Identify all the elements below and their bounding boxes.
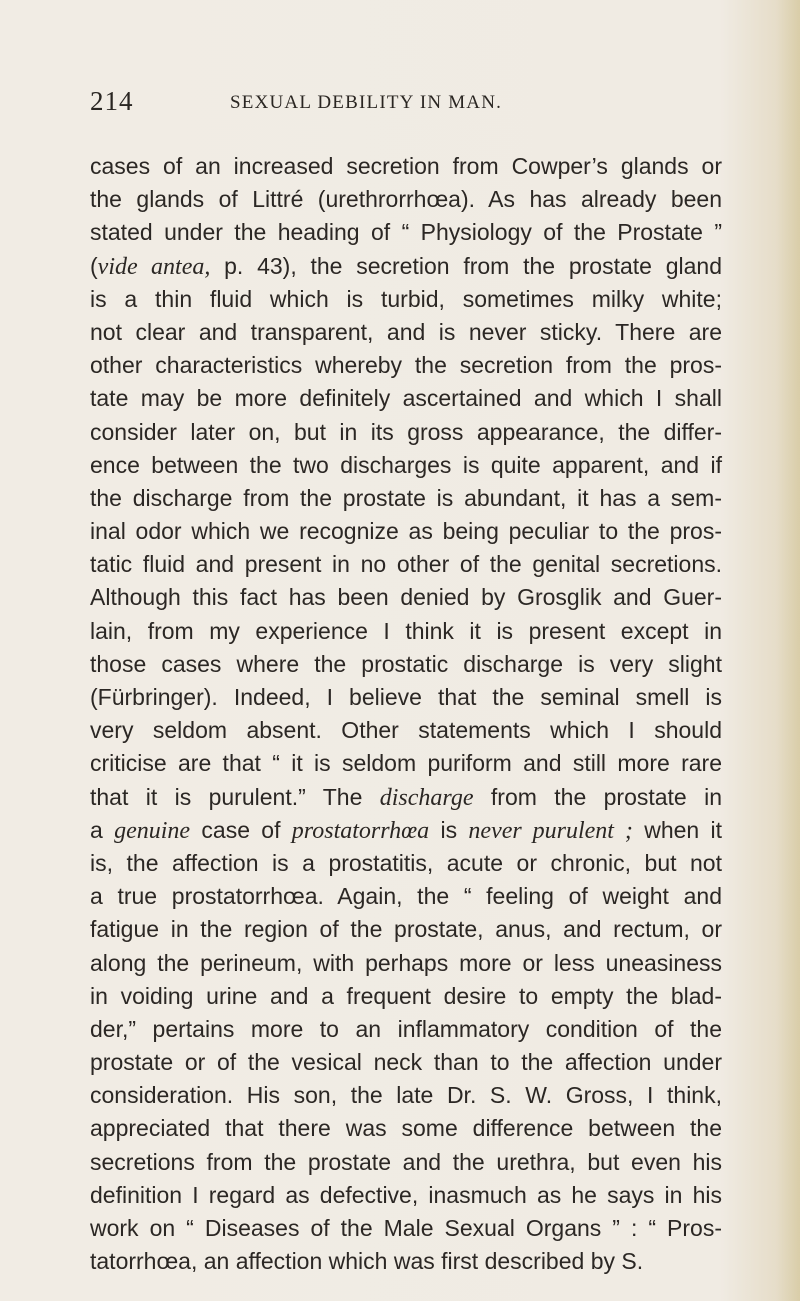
text-line: criticise are that “ it is seldom puriform and still more rare xyxy=(90,750,722,777)
text-line: is, the affection is a prostatitis, acute or chronic, but not xyxy=(90,849,722,876)
text-line: very seldom absent. Other statements which I should xyxy=(90,717,722,744)
text-line: cases of an increased secretion from Cowper’s glands or xyxy=(90,153,722,179)
text-line: lain, from my experience I think it is present except in xyxy=(90,617,722,644)
running-head: SEXUAL DEBILITY IN MAN. xyxy=(230,92,503,113)
text-line: Although this fact has been denied by Grosglik and Guer- xyxy=(90,584,722,611)
text-line: work on “ Diseases of the Male Sexual Organs ” : “ Pros- xyxy=(90,1215,722,1241)
text-segment: case of xyxy=(190,816,292,843)
text-line: ence between the two discharges is quite apparent, and if xyxy=(90,451,722,478)
text-segment: from the prostate in xyxy=(473,783,723,810)
text-line: the discharge from the prostate is abundant, it has a sem- xyxy=(90,484,722,511)
page-header xyxy=(90,86,710,126)
text-line: fatigue in the region of the prostate, anus, and rectum, or xyxy=(90,916,722,943)
text-line: a true prostatorrhœa. Again, the “ feeling of weight and xyxy=(90,883,722,910)
text-line: appreciated that there was some difference between the xyxy=(90,1115,722,1142)
text-line: the glands of Littré (urethrorrhœa). As has already been xyxy=(90,186,722,213)
italic-text: genuine xyxy=(114,817,191,844)
text-line xyxy=(90,250,722,283)
page-number: 214 xyxy=(90,86,134,116)
text-line xyxy=(90,814,722,847)
body-text xyxy=(90,150,722,1278)
text-segment: that it is purulent.” The xyxy=(90,783,380,810)
text-line: not clear and transparent, and is never sticky. There are xyxy=(90,318,722,345)
text-line: tatic fluid and present in no other of the genital secretions. xyxy=(90,551,722,578)
text-line: der,” pertains more to an inflammatory condition of the xyxy=(90,1015,722,1042)
italic-text: prostatorrhœa xyxy=(291,817,430,844)
text-segment: ( xyxy=(90,252,98,279)
text-line: inal odor which we recognize as being peculiar to the pros- xyxy=(90,518,722,545)
text-line: is a thin fluid which is turbid, sometimes milky white; xyxy=(90,285,722,312)
italic-text: never purulent ; xyxy=(468,817,633,844)
text-line: tate may be more definitely ascertained and which I shall xyxy=(90,385,722,412)
text-line: stated under the heading of “ Physiology of the Prostate ” xyxy=(90,219,722,246)
text-line: other characteristics whereby the secretion from the pros- xyxy=(90,352,722,379)
text-line: tatorrhœa, an affection which was first described by S. xyxy=(90,1248,644,1275)
text-line xyxy=(90,781,722,814)
text-line: in voiding urine and a frequent desire to empty the blad- xyxy=(90,982,722,1009)
text-segment: when it xyxy=(632,816,722,843)
italic-text: vide antea, xyxy=(97,253,211,280)
text-line: those cases where the prostatic discharge is very slight xyxy=(90,650,722,677)
text-line: secretions from the prostate and the urethra, but even his xyxy=(90,1148,722,1175)
italic-text: discharge xyxy=(379,784,474,811)
text-segment: p. 43), the secretion from the prostate gland xyxy=(210,252,723,279)
text-line: prostate or of the vesical neck than to the affection under xyxy=(90,1049,722,1076)
text-line: consider later on, but in its gross appearance, the differ- xyxy=(90,418,722,445)
text-line: (Fürbringer). Indeed, I believe that the seminal smell is xyxy=(90,684,722,710)
text-line: consideration. His son, the late Dr. S. W. Gross, I think, xyxy=(90,1082,722,1109)
text-line: along the perineum, with perhaps more or less uneasiness xyxy=(90,949,722,976)
text-line: definition I regard as defective, inasmuch as he says in his xyxy=(90,1181,722,1208)
text-segment: a xyxy=(90,816,115,843)
text-segment: is xyxy=(429,816,469,843)
